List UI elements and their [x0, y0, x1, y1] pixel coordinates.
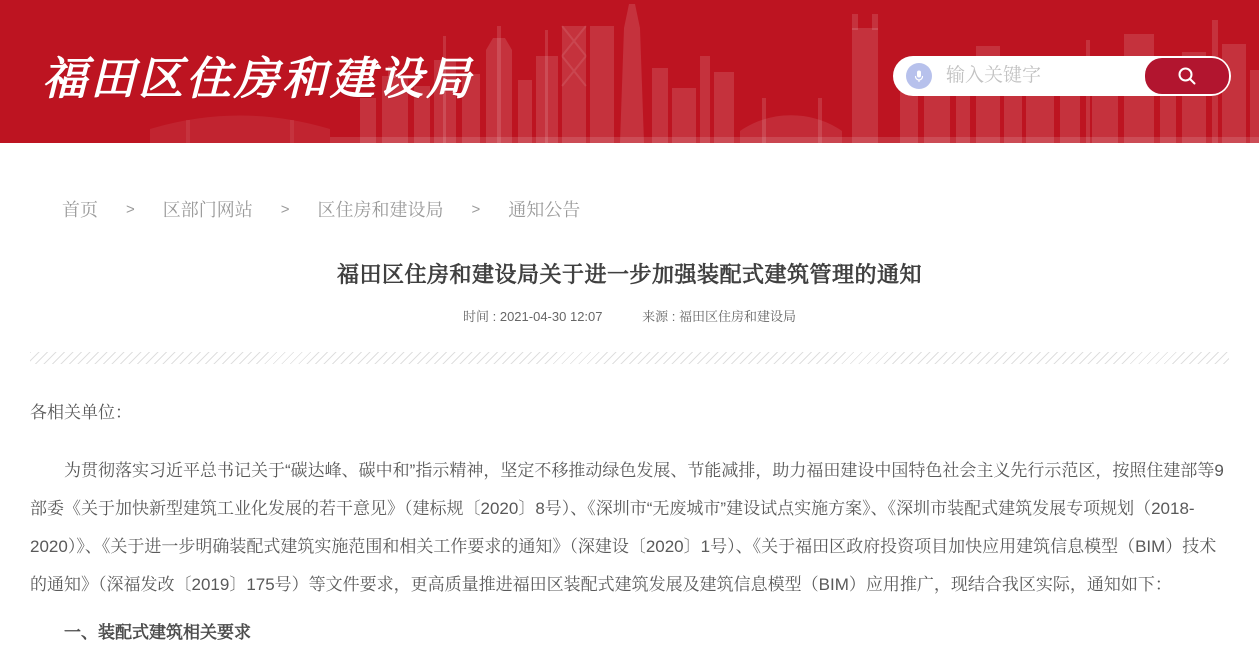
breadcrumb-separator: >	[126, 200, 135, 218]
magnifier-icon	[1176, 65, 1198, 87]
search-bar	[893, 56, 1231, 96]
article-meta	[0, 306, 1259, 325]
hatched-divider	[30, 352, 1229, 364]
search-input[interactable]	[932, 65, 1145, 87]
notice-intro-paragraph: 为贯彻落实习近平总书记关于“碳达峰、碳中和”指示精神，坚定不移推动绿色发展、节能减排，助力福田建设中国特色社会主义先行示范区，按照住建部等9部委《关于加快新型建筑工业化发展的若干意见》（建标规〔2020〕8号）、《深圳市“无废城市”建设试点实施方案》、《深圳市装配式建筑发展专项规划（2018-2020）》、《关于进一步明确装配式建筑实施范围和相关工作要求的通知》（深建设〔2020〕1号）、《关于福田区政府投资项目加快应用建筑信息模型（BIM）技术的通知》（深福发改〔2019〕175号）等文件要求，更高质量推进福田区装配式建筑发展及建筑信息模型（BIM）应用推广，现结合我区实际，通知如下：	[30, 461, 1224, 594]
site-title[interactable]: 福田区住房和建设局	[42, 53, 475, 104]
breadcrumb-item-housing-bureau[interactable]: 区住房和建设局	[317, 200, 444, 220]
voice-search-microphone-icon[interactable]	[906, 63, 932, 89]
publish-time: 时间 : 2021-04-30 12:07	[463, 309, 603, 324]
article-body	[30, 401, 1229, 645]
salutation: 各相关单位：	[30, 403, 132, 422]
breadcrumb-item-home[interactable]: 首页	[62, 200, 98, 220]
breadcrumb-item-district-departments[interactable]: 区部门网站	[162, 200, 253, 220]
breadcrumb	[62, 196, 1259, 222]
breadcrumb-separator: >	[471, 200, 481, 218]
search-button[interactable]	[1145, 58, 1229, 94]
breadcrumb-separator: >	[280, 200, 290, 218]
article-title: 福田区住房和建设局关于进一步加强装配式建筑管理的通知	[336, 262, 922, 287]
publish-source: 来源 : 福田区住房和建设局	[642, 309, 796, 324]
section-heading-1: 一、装配式建筑相关要求	[64, 623, 251, 642]
site-header	[0, 0, 1259, 143]
breadcrumb-item-notices[interactable]: 通知公告	[508, 200, 581, 220]
